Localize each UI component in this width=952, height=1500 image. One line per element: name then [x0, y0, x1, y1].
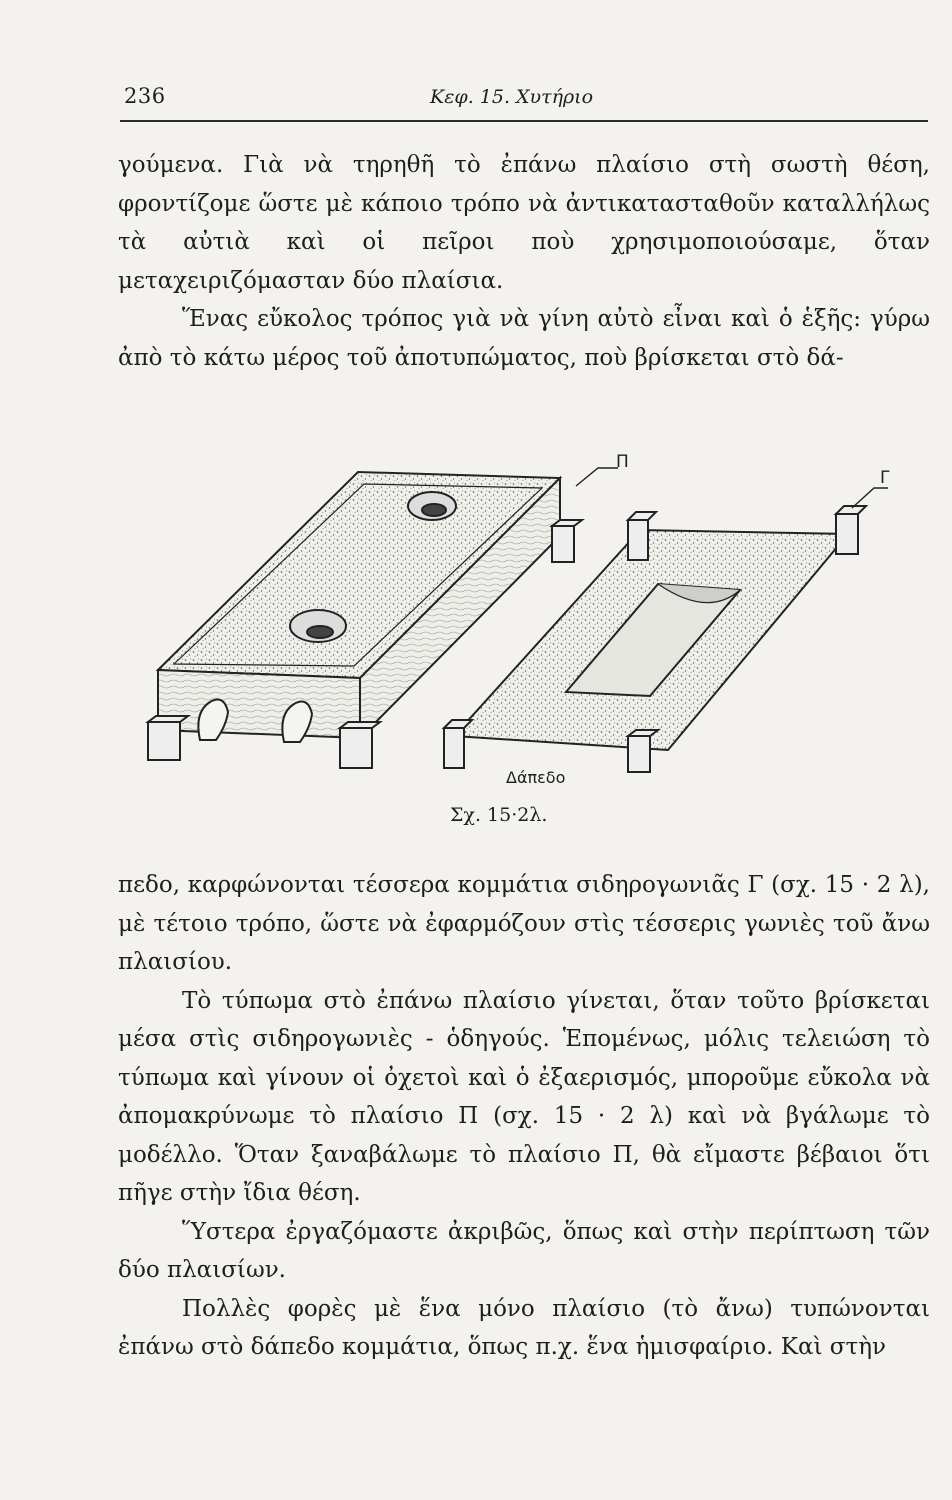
text-block-bottom — [118, 866, 930, 1367]
running-title: Κεφ. 15. Χυτήριο — [430, 86, 594, 108]
paragraph-1: γούμενα. Γιὰ νὰ τηρηθῆ τὸ ἐπάνω πλαίσιο στὴ σωστὴ θέση, φροντίζομε ὥστε μὲ κάποιο τρόπο νὰ ἀντικατασταθοῦν καταλλήλως τὰ αὐτιὰ καὶ οἱ πεῖροι ποὺ χρησιμοποιούσαμε, ὅταν μεταχειριζόμασταν δύο πλαίσια. — [118, 152, 930, 294]
paragraph-2: Ἕνας εὔκολος τρόπος γιὰ νὰ γίνη αὐτὸ εἶναι καὶ ὁ ἑξῆς: γύρω ἀπὸ τὸ κάτω μέρος τοῦ ἀποτυπώματος, ποὺ βρίσκεται στὸ δά- — [118, 306, 930, 371]
label-angle-g: Γ — [880, 468, 890, 488]
page-header — [120, 74, 928, 114]
figure-15-2l — [128, 450, 928, 830]
label-floor: Δάπεδο — [506, 768, 566, 787]
paragraph-3: πεδο, καρφώνονται τέσσερα κομμάτια σιδηρογωνιᾶς Γ (σχ. 15 · 2 λ), μὲ τέτοιο τρόπο, ὥστε νὰ ἐφαρμόζουν στὶς τέσσερις γωνιὲς τοῦ ἄνω πλαισίου. — [118, 872, 930, 975]
text-block-top — [118, 146, 930, 377]
paragraph-4: Τὸ τύπωμα στὸ ἐπάνω πλαίσιο γίνεται, ὅταν τοῦτο βρίσκεται μέσα στὶς σιδηρογωνιὲς - ὁδηγούς. Ἑπομένως, μόλις τελειώση τὸ τύπωμα καὶ γίνουν οἱ ὀχετοὶ καὶ ὁ ἐξαερισμός, μποροῦμε εὔκολα νὰ ἀπομακρύνωμε τὸ πλαίσιο Π (σχ. 15 · 2 λ) καὶ νὰ βγάλωμε τὸ μοδέλλο. Ὅταν ξαναβάλωμε τὸ πλαίσιο Π, θὰ εἴμαστε βέβαιοι ὅτι πῆγε στὴν ἴδια θέση. — [118, 987, 930, 1206]
header-rule — [120, 120, 928, 122]
paragraph-6: Πολλὲς φορὲς μὲ ἕνα μόνο πλαίσιο (τὸ ἄνω) τυπώνονται ἐπάνω στὸ δάπεδο κομμάτια, ὅπως π.χ. ἕνα ἡμισφαίριο. Καὶ στὴν — [118, 1295, 930, 1360]
label-frame-p: Π — [616, 452, 629, 472]
page-number: 236 — [124, 84, 166, 108]
figure-caption: Σχ. 15·2λ. — [450, 804, 548, 826]
paragraph-5: Ὕστερα ἐργαζόμαστε ἀκριβῶς, ὅπως καὶ στὴν περίπτωση τῶν δύο πλαισίων. — [118, 1218, 930, 1283]
